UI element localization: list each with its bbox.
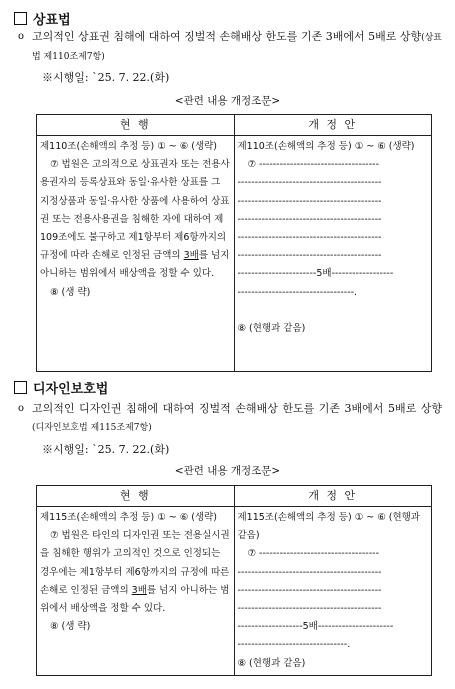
dash-line: ------------------------------------------ bbox=[237, 213, 382, 225]
dash-line: ------------------------------------------ bbox=[237, 195, 382, 207]
bullet-circle-icon: o bbox=[18, 403, 25, 414]
bullet-design bbox=[18, 400, 442, 437]
revised-text-cell bbox=[234, 136, 432, 372]
section-heading-trademark: 상표법 bbox=[14, 9, 71, 28]
col-header-revised: 개 정 안 bbox=[234, 115, 432, 136]
bullet-ref-text: (디자인보호법 제115조제7항) bbox=[32, 423, 152, 433]
checkbox-square-icon bbox=[14, 381, 27, 394]
dash-line: ------------------------------------------ bbox=[237, 566, 382, 578]
revised-text-cell bbox=[234, 507, 432, 676]
article-title: 제115조(손해액의 추정 등) ① ~ ⑥ (현행과 같음) bbox=[237, 512, 420, 542]
dash-line-5x: -------------------5배---------------------- bbox=[237, 621, 394, 633]
dash-line: ------------------------------------------ bbox=[237, 603, 382, 615]
effective-date: ※시행일: `25. 7. 22.(화) bbox=[42, 443, 170, 456]
paragraph-8: ⑧ (현행과 같음) bbox=[237, 322, 306, 334]
dash-line: ----------------------------------. bbox=[237, 286, 358, 298]
amendment-table-design bbox=[36, 485, 432, 676]
dash-line: ------------------------------------------ bbox=[237, 177, 382, 189]
dash-line: --------------------------------. bbox=[237, 639, 351, 651]
article-title: 제110조(손해액의 추정 등) ① ~ ⑥ (생략) bbox=[237, 141, 415, 152]
paragraph-8: ⑧ (생 략) bbox=[50, 621, 91, 633]
amendment-table-trademark bbox=[36, 114, 432, 372]
paragraph-8: ⑧ (생 략) bbox=[50, 286, 91, 298]
article-title: 제110조(손해액의 추정 등) ① ~ ⑥ (생략) bbox=[40, 141, 218, 152]
effective-date: ※시행일: `25. 7. 22.(화) bbox=[42, 71, 170, 84]
dash-line-5x: -----------------------5배------------------ bbox=[237, 268, 394, 280]
col-header-revised: 개 정 안 bbox=[234, 486, 432, 507]
paragraph-7: ⑦ 법원은 고의적으로 상표권자 또는 전용사용권자의 등록상표와 동일·유사한 상표를 그 지정상품과 동일·유사한 상품에 사용하여 상표권 또는 전용사용권을 침해한 자에 대하여 제109조에도 불구하고 제1항부터 제6항까지의 규정에 따라 손해로 인정된 금액의 3배를 넘지 아니하는 범위에서 배상액을 정할 수 있다. bbox=[40, 159, 230, 280]
bullet-trademark bbox=[18, 28, 442, 66]
highlight-3x: 3배 bbox=[183, 250, 199, 262]
bullet-main-text: 고의적인 디자인권 침해에 대하여 징벌적 손해배상 한도를 기존 3배에서 5배로 상향 bbox=[32, 402, 442, 415]
paragraph-7: ⑦ 법원은 타인의 디자인권 또는 전용실시권을 침해한 행위가 고의적인 것으로 인정되는 경우에는 제1항부터 제6항까지의 규정에 따른 손해로 인정된 금액의 3배를 넘지 아니하는 범위에서 배상액을 정할 수 있다. bbox=[40, 530, 230, 615]
checkbox-square-icon bbox=[14, 12, 27, 25]
article-title: 제115조(손해액의 추정 등) ① ~ ⑥ (생략) bbox=[40, 512, 218, 523]
bullet-main-text: 고의적인 상표권 침해에 대하여 징벌적 손해배상 한도를 기존 3배에서 5배로 상향 bbox=[32, 30, 422, 43]
paragraph-8: ⑧ (현행과 같음) bbox=[237, 657, 306, 669]
col-header-current: 현 행 bbox=[37, 115, 235, 136]
current-text-cell bbox=[37, 136, 235, 372]
amendment-caption: <관련 내용 개정조문> bbox=[174, 465, 281, 477]
dash-line: ⑦ ----------------------------------- bbox=[247, 548, 380, 560]
col-header-current: 현 행 bbox=[37, 486, 235, 507]
highlight-3x: 3배 bbox=[131, 584, 147, 596]
section-heading-design: 디자인보호법 bbox=[14, 378, 108, 397]
bullet-ref-text: (상표법 제110조제7항) bbox=[32, 33, 442, 62]
dash-line: ⑦ ----------------------------------- bbox=[247, 159, 380, 171]
dash-line: ------------------------------------------ bbox=[237, 232, 382, 244]
dash-line: ------------------------------------------ bbox=[237, 250, 382, 262]
amendment-caption: <관련 내용 개정조문> bbox=[174, 95, 281, 107]
bullet-circle-icon: o bbox=[18, 31, 25, 42]
current-text-cell bbox=[37, 507, 235, 676]
dash-line: ------------------------------------------ bbox=[237, 584, 382, 596]
